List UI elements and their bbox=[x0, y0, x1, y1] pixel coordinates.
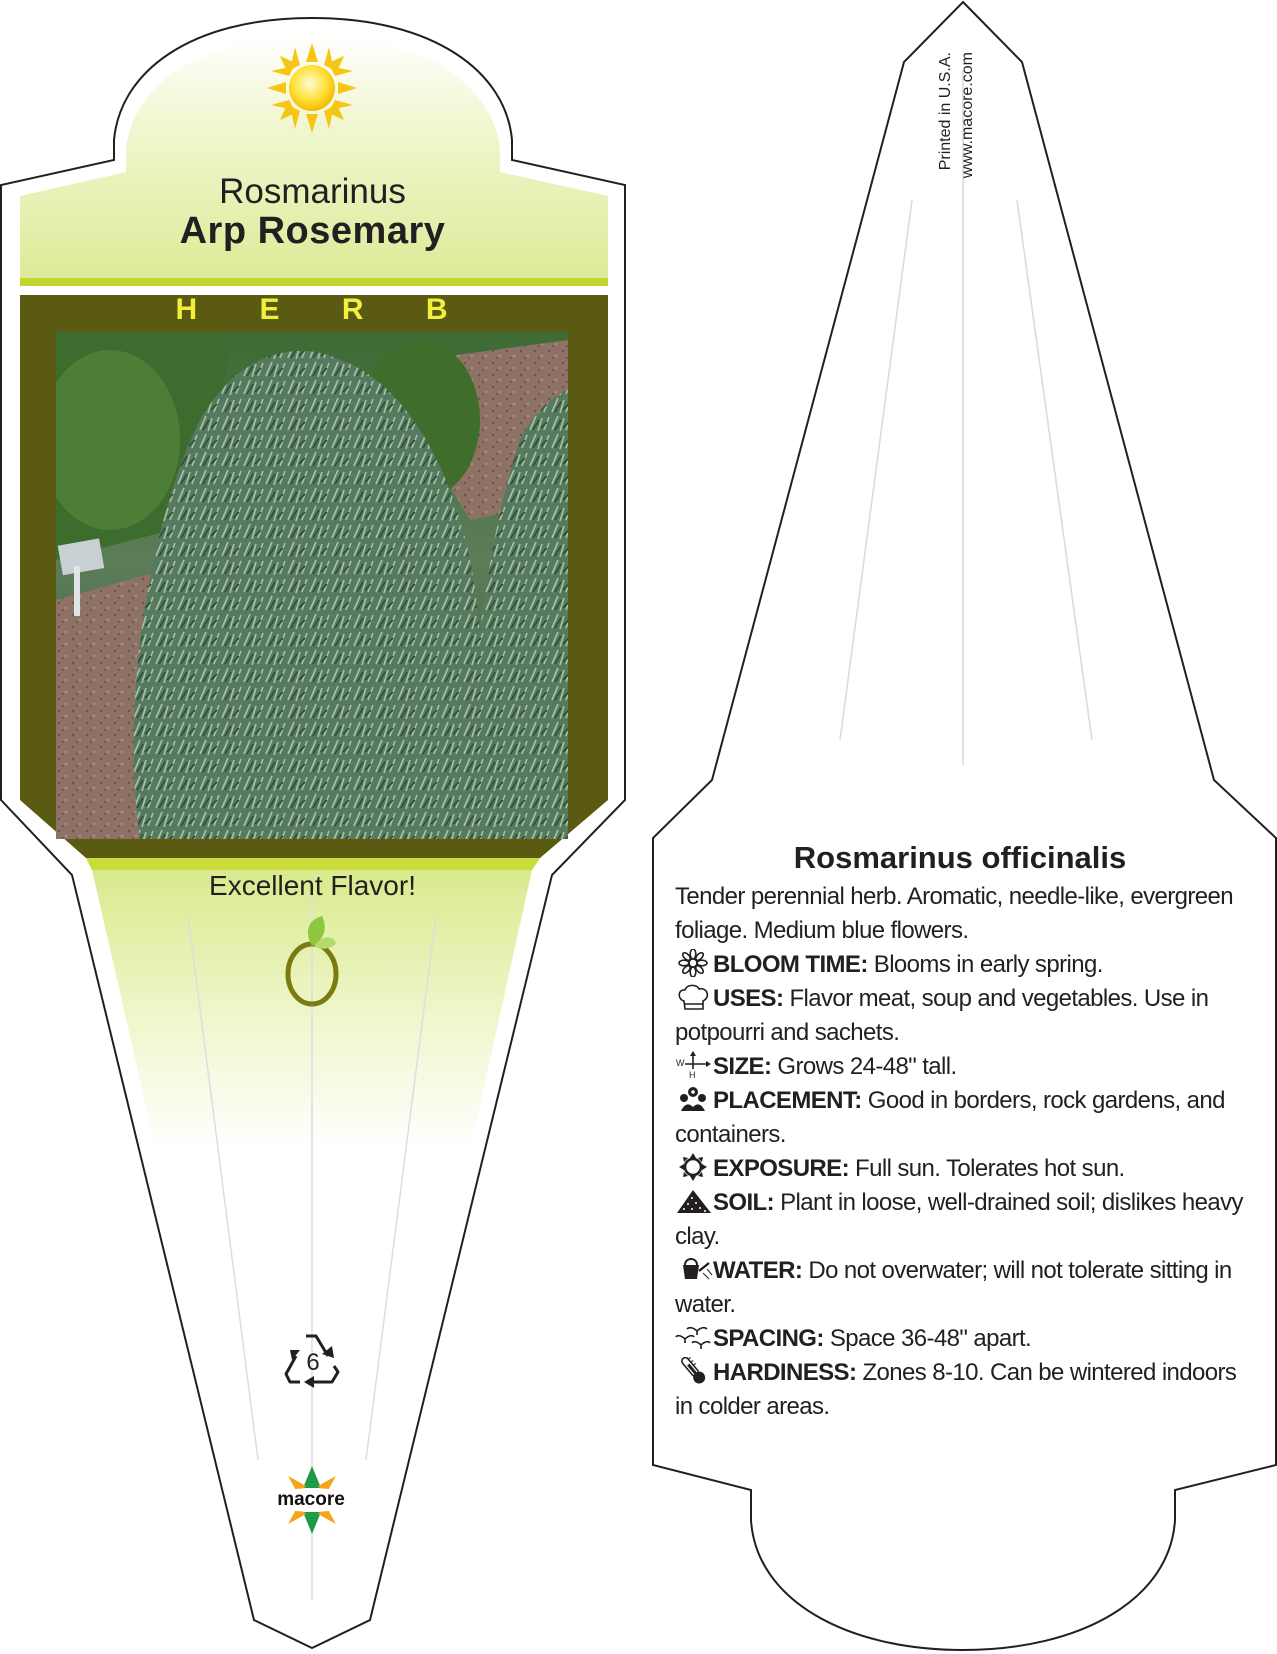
attribute-spacing: SPACING: Space 36-48" apart. bbox=[675, 1322, 1253, 1356]
flower-cluster-icon bbox=[675, 1085, 713, 1113]
soil-pile-icon bbox=[675, 1187, 713, 1215]
size-arrows-icon bbox=[675, 1051, 713, 1079]
care-instructions bbox=[675, 840, 1253, 1424]
website-text: www.macore.com bbox=[959, 52, 976, 179]
attribute-size: W H SIZE: Grows 24-48" tall. bbox=[676, 1053, 957, 1080]
brand-logo-text: macore bbox=[277, 1489, 345, 1510]
attribute-water: WATER: Do not overwater; will not tolerate sitting in water. bbox=[675, 1257, 1232, 1318]
plant-common-name: Arp Rosemary bbox=[179, 210, 446, 252]
watering-can-icon bbox=[675, 1255, 713, 1283]
attribute-bloom-time: BLOOM TIME: Blooms in early spring. bbox=[675, 948, 1253, 982]
attribute-exposure: EXPOSURE: Full sun. Tolerates hot sun. bbox=[675, 1152, 1253, 1186]
printed-in-text: Printed in U.S.A. bbox=[937, 52, 954, 171]
plant-tagline: Excellent Flavor! bbox=[209, 870, 416, 901]
attribute-soil: SOIL: Plant in loose, well-drained soil; dislikes heavy clay. bbox=[675, 1189, 1243, 1250]
recycle-code: 6 bbox=[306, 1349, 320, 1376]
sun-icon bbox=[675, 1153, 713, 1181]
thermometer-icon bbox=[675, 1357, 713, 1385]
attribute-uses: USES: Flavor meat, soup and vegetables. Use in potpourri and sachets. bbox=[675, 985, 1209, 1046]
print-info bbox=[937, 52, 977, 212]
svg-text:H: H bbox=[689, 1070, 695, 1079]
plant-description: Tender perennial herb. Aromatic, needle-like, evergreen foliage. Medium blue flowers. bbox=[675, 883, 1234, 944]
attribute-placement: PLACEMENT: Good in borders, rock gardens, and containers. bbox=[675, 1087, 1225, 1148]
chef-hat-icon bbox=[675, 983, 713, 1011]
attribute-hardiness: HARDINESS: Zones 8-10. Can be wintered indoors in colder areas. bbox=[675, 1356, 1253, 1424]
flower-icon bbox=[675, 949, 713, 977]
botanical-name: Rosmarinus officinalis bbox=[793, 840, 1127, 875]
plant-type-label: H E R B bbox=[175, 293, 450, 326]
seedlings-icon bbox=[675, 1323, 713, 1351]
svg-text:W: W bbox=[676, 1058, 684, 1068]
plant-genus: Rosmarinus bbox=[219, 172, 406, 211]
